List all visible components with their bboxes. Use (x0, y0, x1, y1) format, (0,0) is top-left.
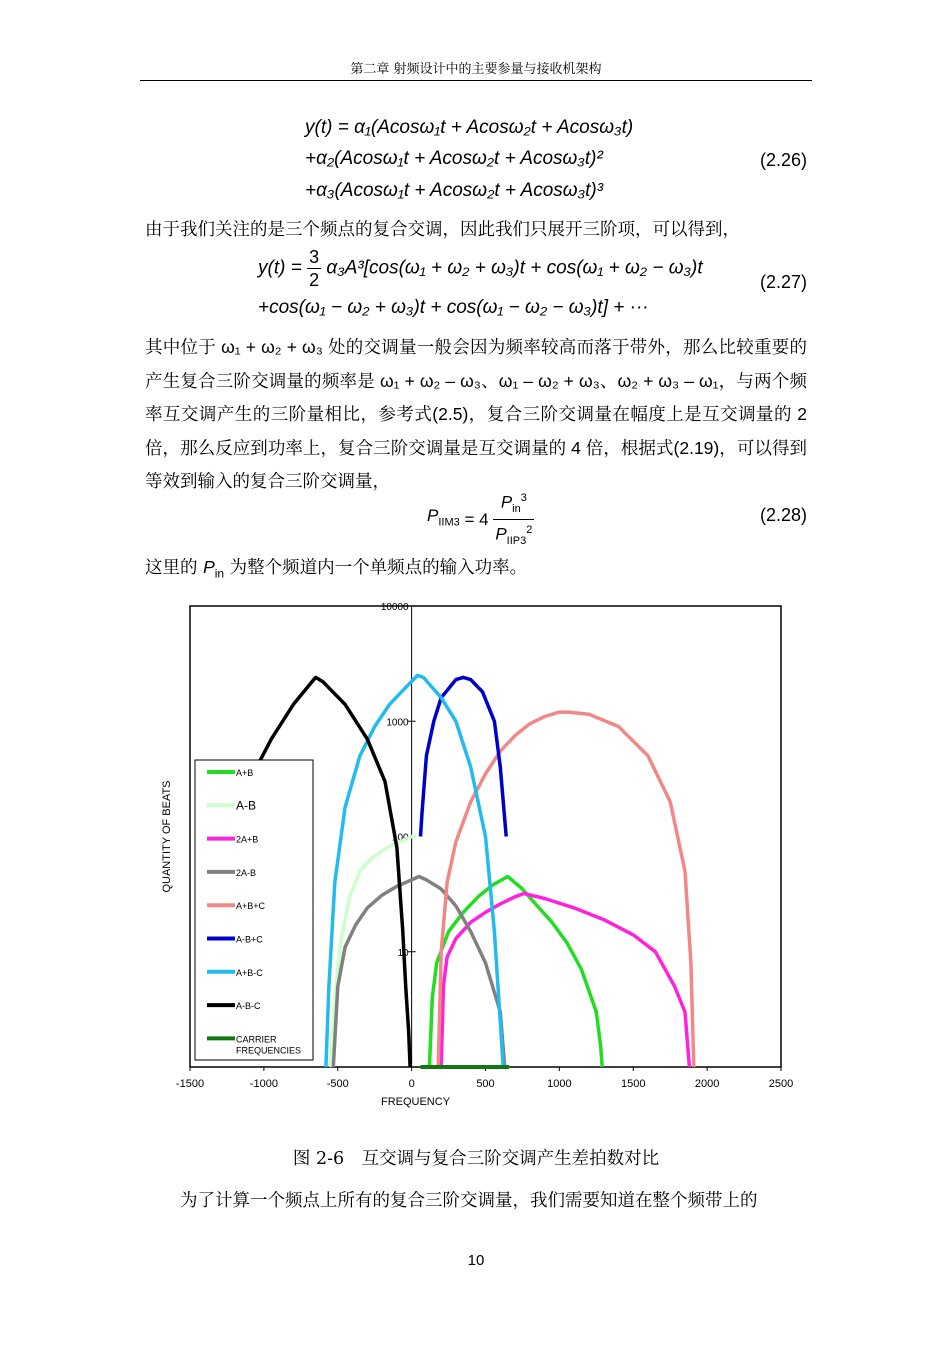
eq-2-28-lhs-subscript: IIM3 (438, 516, 460, 529)
x-tick-label: -1500 (175, 1078, 205, 1090)
y-tick-label: 10000 (380, 602, 409, 613)
y-axis-label: QUANTITY OF BEATS (161, 780, 173, 893)
series-line-a-b-c (421, 677, 507, 836)
legend-label: A+B-C (236, 967, 263, 978)
x-tick-label: 500 (476, 1078, 495, 1090)
eq-2-27-line-1-rest: α₃A³[cos(ω₁ + ω₂ + ω₃)t + cos(ω₁ + ω₂ − ω₃)t (326, 257, 703, 279)
legend-label: A-B-C (236, 1001, 261, 1012)
series-line-a-b-c (326, 675, 503, 1067)
y-tick-label: 1000 (386, 717, 409, 729)
legend-label: A-B (236, 798, 257, 813)
paragraph-3-subscript: in (214, 566, 225, 581)
eq-2-28-coefficient: = 4 (464, 509, 489, 529)
x-axis-label: FREQUENCY (380, 1096, 451, 1108)
x-tick-label: 0 (408, 1078, 415, 1090)
series-line-2a-b (333, 877, 504, 1068)
eq-2-26-line-1: y(t) = α₁(Acosω₁t + Acosω₂t + Acosω₃t) (305, 117, 634, 138)
x-tick-label: 2000 (694, 1078, 720, 1090)
eq-2-28-den-symbol: P (495, 524, 507, 544)
eq-2-28-den-superscript: 2 (526, 524, 533, 537)
eq-2-27-frac-numerator: 3 (309, 247, 320, 267)
legend-label: A+B+C (236, 901, 266, 912)
y-tick-label: 100 (391, 832, 409, 844)
eq-2-28-num-superscript: 3 (520, 492, 527, 504)
eq-2-27-number: (2.27) (759, 272, 807, 292)
x-tick-label: -1000 (249, 1078, 278, 1090)
paragraph-3-text-a: 这里的 (145, 558, 204, 578)
y-tick-label: 10 (397, 947, 409, 959)
eq-2-28-number: (2.28) (759, 505, 807, 525)
series-line-a-b-c (438, 712, 694, 1067)
eq-2-26-number: (2.26) (759, 150, 807, 170)
x-tick-label: 1500 (621, 1078, 646, 1090)
paragraph-4: 为了计算一个频点上所有的复合三阶交调量，我们需要知道在整个频带上的 (180, 1191, 758, 1211)
paragraph-2-text: 其中位于 ω₁ + ω₂ + ω₃ 处的交调量一般会因为频率较高而落于带外，那么比较重要的产生复合三阶交调量的频率是 ω₁ + ω₂ – ω₃、ω₁ – ω₂ + ω₃、ω₂ + ω₃ – ω₁，与两个频率互交调产生的三阶量相比，参考式(2.5)，复合三阶交调量在幅度上是互交调量的 2 倍，那么反应到功率上，复合三阶交调量是互交调量的 4 倍，根据式(2.19)，可以得到等效到输入的复合三阶交调量， (145, 337, 807, 491)
figure-caption: 图 2-6 互交调与复合三阶交调产生差拍数对比 (292, 1149, 660, 1169)
eq-2-28-den-subscript: IIP3 (506, 535, 527, 548)
eq-2-27-line-2: +cos(ω₁ − ω₂ + ω₃)t + cos(ω₁ − ω₂ − ω₃)t] + ··· (258, 297, 649, 318)
paragraph-3-text-b: 为整个频道内一个单频点的输入功率。 (224, 558, 528, 578)
eq-2-26-line-2: +α₂(Acosω₁t + Acosω₂t + Acosω₃t)² (305, 148, 603, 169)
eq-2-28-num-symbol: P (500, 492, 513, 512)
legend-label: 2A+B (236, 834, 259, 845)
legend-label: 2A-B (236, 867, 257, 878)
legend-label: A-B+C (236, 934, 263, 945)
page-number: 10 (467, 1252, 485, 1269)
x-tick-label: 1000 (547, 1078, 572, 1090)
eq-2-27-frac-denominator: 2 (309, 270, 320, 290)
legend-label: FREQUENCIES (236, 1045, 302, 1056)
eq-2-28-num-subscript: in (512, 503, 521, 516)
paragraph-3-variable: P (203, 557, 215, 577)
x-tick-label: -500 (326, 1078, 349, 1090)
series-line-2a-b (441, 894, 689, 1068)
eq-2-26-line-3: +α₃(Acosω₁t + Acosω₂t + Acosω₃t)³ (305, 180, 604, 201)
paragraph-1: 由于我们关注的是三个频点的复合交调，因此我们只展开三阶项，可以得到， (145, 220, 740, 240)
running-header: 第二章 射频设计中的主要参量与接收机架构 (350, 62, 602, 77)
eq-2-27-lhs: y(t) = (258, 257, 302, 279)
legend-label: A+B (236, 768, 254, 778)
legend-label: CARRIER (236, 1034, 277, 1045)
x-tick-label: 2500 (768, 1078, 794, 1090)
eq-2-28-lhs-symbol: P (427, 506, 439, 526)
